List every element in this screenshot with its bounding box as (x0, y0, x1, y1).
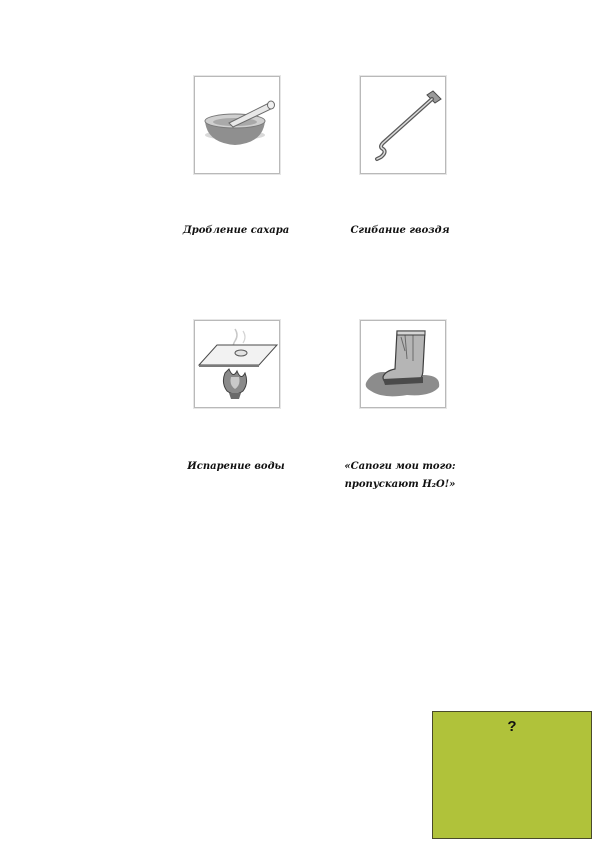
burner-evaporation-icon (195, 321, 279, 407)
bent-nail-icon (361, 77, 445, 173)
caption-crushing-sugar: Дробление сахара (182, 225, 290, 236)
caption-leaky-boots-line1: «Сапоги мои того: (344, 461, 456, 472)
question-box[interactable] (432, 711, 592, 839)
mortar-and-pestle-icon (195, 77, 279, 173)
caption-bending-nail: Сгибание гвоздя (350, 225, 450, 236)
image-frame-water-evaporation (194, 320, 280, 408)
image-frame-crushing-sugar (194, 76, 280, 174)
question-mark: ? (507, 718, 517, 735)
image-frame-bending-nail (360, 76, 446, 174)
caption-leaky-boots-line2: пропускают H₂O!» (344, 479, 456, 490)
image-frame-leaky-boots (360, 320, 446, 408)
boot-in-puddle-icon (361, 321, 445, 407)
caption-water-evaporation: Испарение воды (187, 461, 285, 472)
